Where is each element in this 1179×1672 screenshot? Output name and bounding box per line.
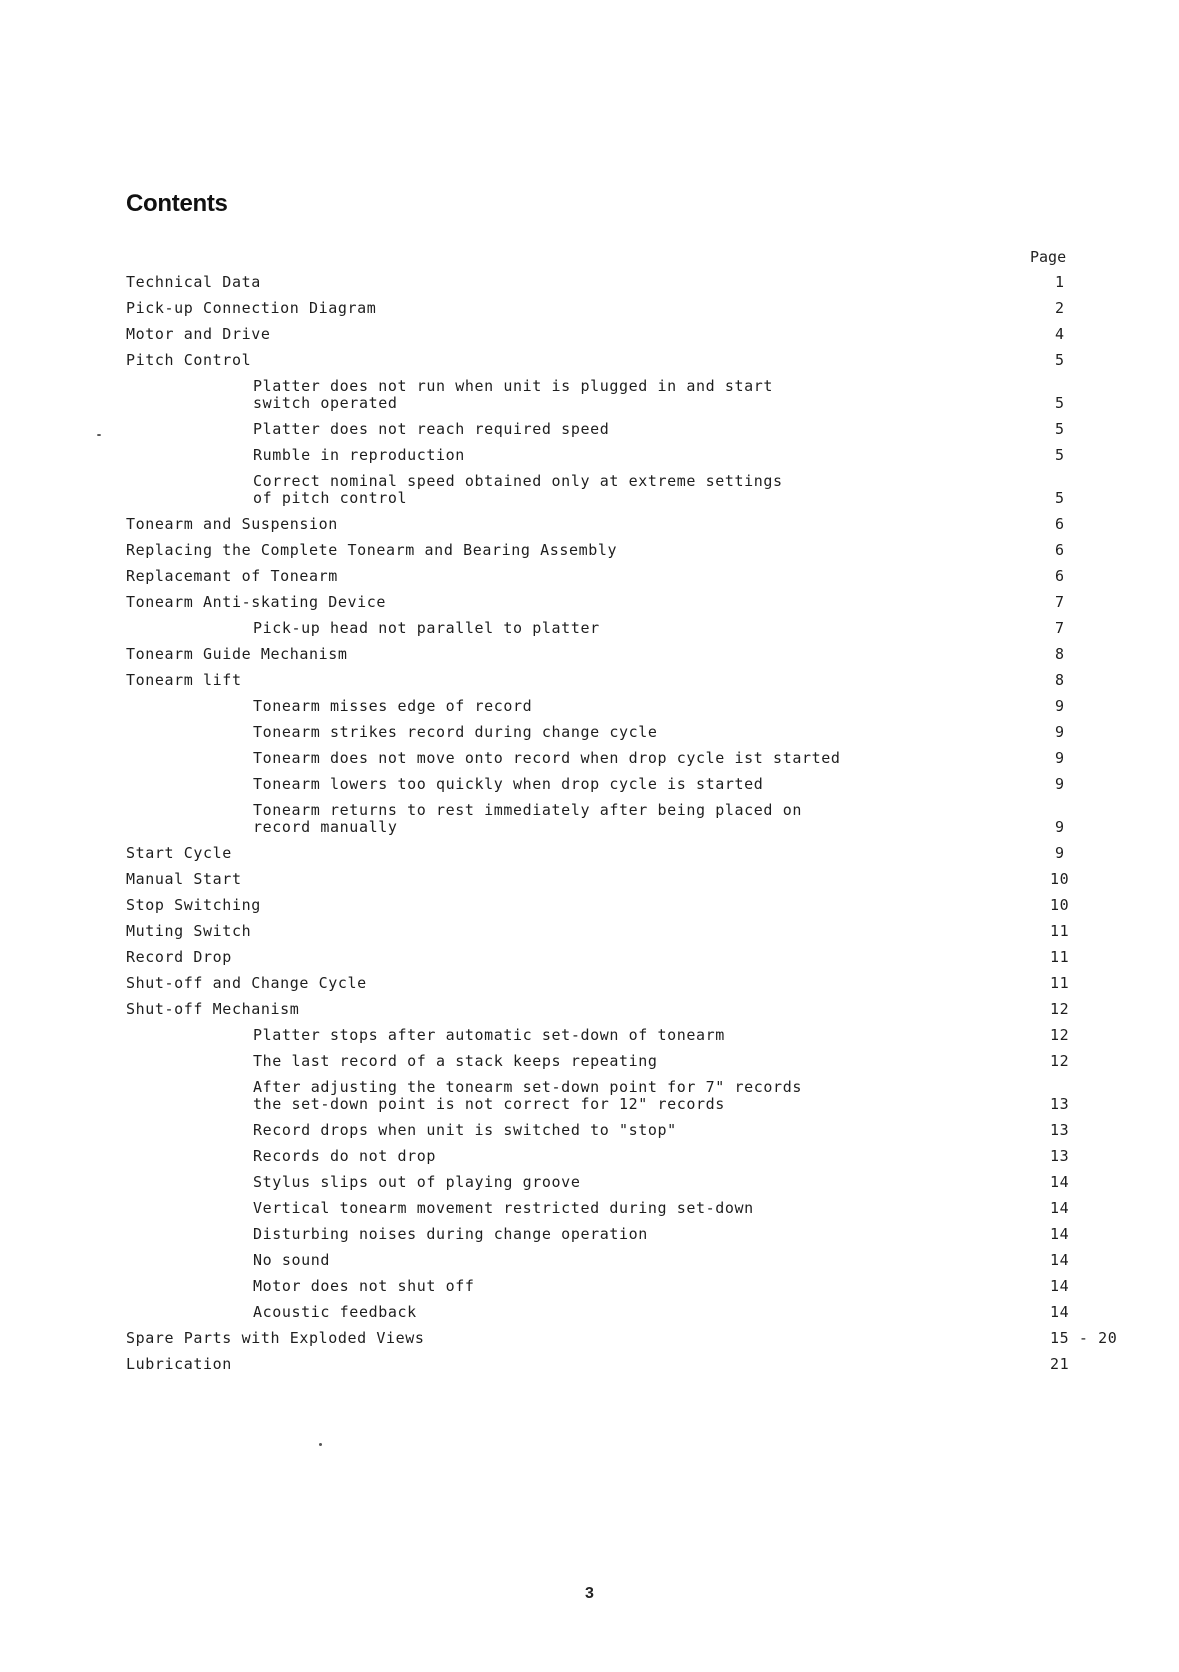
toc-entry <box>0 897 1179 923</box>
toc-entry-title: Tonearm and Suspension <box>126 515 338 533</box>
toc-entry <box>0 1053 1179 1079</box>
toc-entry <box>0 1304 1179 1330</box>
toc-entry-title: Motor and Drive <box>126 325 271 343</box>
toc-entry-page: 1 <box>1055 273 1065 291</box>
toc-entry <box>0 516 1179 542</box>
toc-entry-page: 11 <box>1050 922 1070 940</box>
toc-entry-page: 7 <box>1055 619 1065 637</box>
toc-entry-title: Stop Switching <box>126 896 261 914</box>
toc-entry <box>0 1200 1179 1226</box>
toc-entry-page: 10 <box>1050 870 1070 888</box>
toc-entry <box>0 1252 1179 1278</box>
toc-entry <box>0 378 1179 421</box>
toc-entry-page: 6 <box>1055 541 1065 559</box>
toc-entry-page: 11 <box>1050 974 1070 992</box>
toc-entry <box>0 698 1179 724</box>
toc-entry-title: Acoustic feedback <box>253 1303 417 1321</box>
table-of-contents <box>0 274 1179 1382</box>
toc-entry-page: 11 <box>1050 948 1070 966</box>
toc-entry <box>0 421 1179 447</box>
toc-entry <box>0 1148 1179 1174</box>
scan-speck <box>319 1443 322 1446</box>
toc-entry-title: Tonearm does not move onto record when drop cycle ist started <box>253 749 841 767</box>
contents-heading: Contents <box>126 190 228 217</box>
toc-entry-page: 13 <box>1050 1121 1070 1139</box>
toc-entry-title: Record Drop <box>126 948 232 966</box>
toc-entry-title: Tonearm lowers too quickly when drop cycle is started <box>253 775 764 793</box>
toc-entry-page: 15 - 20 <box>1050 1329 1118 1347</box>
toc-entry <box>0 1027 1179 1053</box>
toc-entry <box>0 473 1179 516</box>
toc-entry-title: Record drops when unit is switched to "stop" <box>253 1121 677 1139</box>
toc-entry-title: Motor does not shut off <box>253 1277 475 1295</box>
toc-entry-title: Manual Start <box>126 870 242 888</box>
toc-entry-title: Start Cycle <box>126 844 232 862</box>
toc-entry-page: 9 <box>1055 844 1065 862</box>
toc-entry-page: 9 <box>1055 723 1065 741</box>
toc-entry-page: 5 <box>1055 420 1065 438</box>
toc-entry-page: 12 <box>1050 1052 1070 1070</box>
toc-entry <box>0 1356 1179 1382</box>
toc-entry-page: 21 <box>1050 1355 1070 1373</box>
page-number: 3 <box>585 1585 594 1602</box>
toc-entry-title: Correct nominal speed obtained only at extreme settings of pitch control <box>253 472 783 507</box>
toc-entry-title: Platter stops after automatic set-down of tonearm <box>253 1026 725 1044</box>
toc-entry-page: 12 <box>1050 1000 1070 1018</box>
toc-entry-title: Records do not drop <box>253 1147 436 1165</box>
toc-entry <box>0 326 1179 352</box>
toc-entry-title: Pick-up head not parallel to platter <box>253 619 600 637</box>
toc-entry <box>0 646 1179 672</box>
toc-entry <box>0 845 1179 871</box>
toc-entry <box>0 300 1179 326</box>
toc-entry-title: Pitch Control <box>126 351 252 369</box>
toc-entry-title: Tonearm misses edge of record <box>253 697 533 715</box>
toc-entry <box>0 975 1179 1001</box>
toc-entry-page: 9 <box>1055 775 1065 793</box>
toc-entry-page: 9 <box>1055 697 1065 715</box>
toc-entry-title: Replacemant of Tonearm <box>126 567 338 585</box>
toc-entry <box>0 1330 1179 1356</box>
toc-entry-title: No sound <box>253 1251 331 1269</box>
toc-entry-title: Tonearm returns to rest immediately after being placed on record manually <box>253 801 802 836</box>
toc-entry-title: Platter does not reach required speed <box>253 420 610 438</box>
toc-entry <box>0 352 1179 378</box>
toc-entry-title: Lubrication <box>126 1355 232 1373</box>
toc-entry <box>0 1001 1179 1027</box>
toc-entry-page: 5 <box>1055 489 1065 507</box>
toc-entry <box>0 1079 1179 1122</box>
toc-entry-page: 4 <box>1055 325 1065 343</box>
toc-entry-title: Shut-off Mechanism <box>126 1000 300 1018</box>
toc-entry <box>0 923 1179 949</box>
toc-entry-title: Disturbing noises during change operation <box>253 1225 648 1243</box>
toc-entry-page: 8 <box>1055 671 1065 689</box>
toc-entry-page: 8 <box>1055 645 1065 663</box>
toc-entry-title: Tonearm Anti-skating Device <box>126 593 387 611</box>
toc-entry-page: 14 <box>1050 1303 1070 1321</box>
toc-entry-title: Technical Data <box>126 273 261 291</box>
toc-entry <box>0 1122 1179 1148</box>
toc-entry <box>0 871 1179 897</box>
toc-entry <box>0 672 1179 698</box>
toc-entry-title: Spare Parts with Exploded Views <box>126 1329 425 1347</box>
toc-entry-page: 13 <box>1050 1095 1070 1113</box>
toc-entry-page: 5 <box>1055 446 1065 464</box>
toc-entry-title: Stylus slips out of playing groove <box>253 1173 581 1191</box>
toc-entry-title: Shut-off and Change Cycle <box>126 974 367 992</box>
page-column-header: Page <box>1030 248 1067 266</box>
toc-entry-page: 14 <box>1050 1277 1070 1295</box>
toc-entry-page: 14 <box>1050 1225 1070 1243</box>
toc-entry-title: Muting Switch <box>126 922 252 940</box>
toc-entry-title: Replacing the Complete Tonearm and Bearing Assembly <box>126 541 618 559</box>
toc-entry <box>0 750 1179 776</box>
toc-entry-page: 5 <box>1055 351 1065 369</box>
toc-entry <box>0 568 1179 594</box>
toc-entry-title: Pick-up Connection Diagram <box>126 299 377 317</box>
toc-entry <box>0 1174 1179 1200</box>
toc-entry <box>0 724 1179 750</box>
toc-entry-title: Tonearm lift <box>126 671 242 689</box>
toc-entry-page: 2 <box>1055 299 1065 317</box>
toc-entry-title: Vertical tonearm movement restricted during set-down <box>253 1199 754 1217</box>
toc-entry <box>0 1226 1179 1252</box>
toc-entry-title: Tonearm strikes record during change cycle <box>253 723 658 741</box>
toc-entry <box>0 447 1179 473</box>
toc-entry-title: Platter does not run when unit is plugged in and start switch operated <box>253 377 774 412</box>
toc-entry <box>0 802 1179 845</box>
toc-entry-page: 7 <box>1055 593 1065 611</box>
toc-entry <box>0 594 1179 620</box>
toc-entry-page: 14 <box>1050 1251 1070 1269</box>
toc-entry-page: 14 <box>1050 1199 1070 1217</box>
toc-entry <box>0 620 1179 646</box>
toc-entry-page: 9 <box>1055 749 1065 767</box>
toc-entry-title: Tonearm Guide Mechanism <box>126 645 348 663</box>
toc-entry-page: 6 <box>1055 515 1065 533</box>
toc-entry-page: 14 <box>1050 1173 1070 1191</box>
toc-entry-page: 6 <box>1055 567 1065 585</box>
toc-entry-page: 10 <box>1050 896 1070 914</box>
toc-entry <box>0 274 1179 300</box>
toc-entry <box>0 949 1179 975</box>
toc-entry-title: After adjusting the tonearm set-down point for 7" records the set-down point is not correct for 12" records <box>253 1078 802 1113</box>
toc-entry-title: Rumble in reproduction <box>253 446 465 464</box>
toc-entry-page: 12 <box>1050 1026 1070 1044</box>
toc-entry-page: 5 <box>1055 394 1065 412</box>
toc-entry-page: 9 <box>1055 818 1065 836</box>
toc-entry-title: The last record of a stack keeps repeating <box>253 1052 658 1070</box>
toc-entry <box>0 776 1179 802</box>
toc-entry <box>0 542 1179 568</box>
scan-speck <box>97 434 101 436</box>
toc-entry-page: 13 <box>1050 1147 1070 1165</box>
toc-entry <box>0 1278 1179 1304</box>
